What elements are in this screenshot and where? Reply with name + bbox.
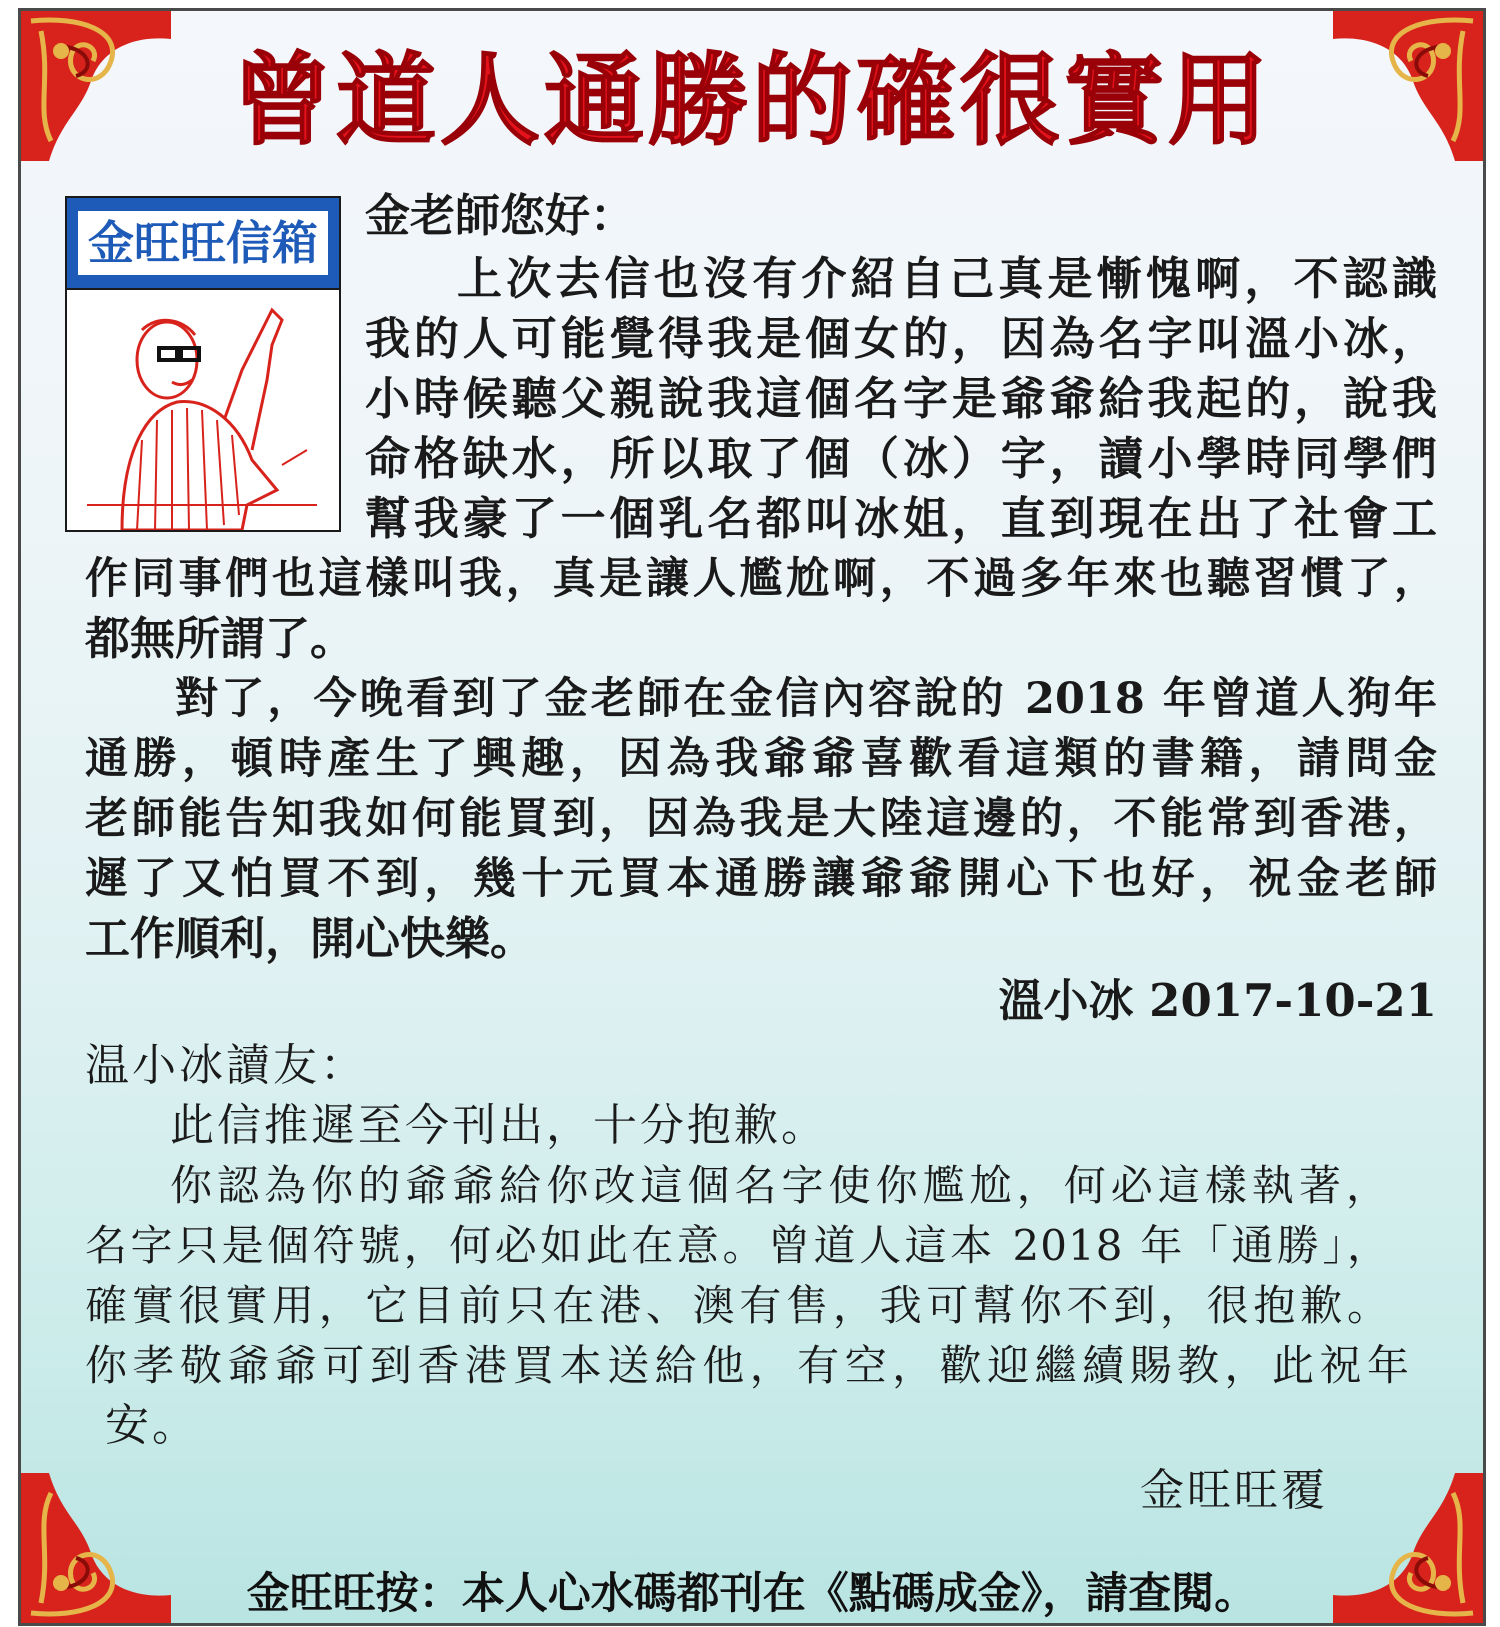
bordered-panel <box>18 8 1486 1626</box>
letter-line: 我的人可能覺得我是個女的，因為名字叫溫小冰， <box>365 312 1437 365</box>
mailbox-column-logo <box>65 196 341 532</box>
reply-line: 你認為你的爺爺給你改這個名字使你尷尬，何必這樣執著， <box>170 1161 1390 1210</box>
letter-line: 幫我豪了一個乳名都叫冰姐，直到現在出了社會工 <box>365 492 1437 545</box>
mailbox-label: 金旺旺信箱 <box>78 211 328 275</box>
reply-signature: 金旺旺覆 <box>1140 1465 1328 1516</box>
letter-line: 作同事們也這樣叫我，真是讓人尷尬啊，不過多年來也聽習慣了， <box>85 554 1437 604</box>
article-title: 曾道人通勝的確很實用 <box>232 42 1272 159</box>
letter-greeting: 金老師您好： <box>365 189 636 242</box>
reply-greeting: 温小冰讀友： <box>85 1040 367 1091</box>
reply-line: 確實很實用，它目前只在港、澳有售，我可幫你不到，很抱歉。 <box>85 1281 1390 1330</box>
letter-line: 通勝，頓時產生了興趣，因為我爺爺喜歡看這類的書籍，請問金 <box>85 734 1437 784</box>
mailbox-header <box>67 198 339 290</box>
letter-line: 命格缺水，所以取了個（冰）字，讀小學時同學們 <box>365 432 1437 485</box>
letter-line: 老師能告知我如何能買到，因為我是大陸這邊的，不能常到香港， <box>85 794 1437 844</box>
letter-line: 小時候聽父親說我這個名字是爺爺給我起的，說我 <box>365 372 1437 425</box>
letter-line: 都無所謂了。 <box>85 612 356 665</box>
reply-line: 名字只是個符號，何必如此在意。曾道人這本 2018 年「通勝」， <box>85 1221 1390 1270</box>
letter-line: 工作順利，開心快樂。 <box>85 912 536 965</box>
letter-line: 上次去信也沒有介紹自己真是慚愧啊，不認識 <box>457 252 1437 305</box>
reply-line: 你孝敬爺爺可到香港買本送給他，有空，歡迎繼續賜教，此祝年 <box>85 1341 1410 1390</box>
letter-line: 遲了又怕買不到，幾十元買本通勝讓爺爺開心下也好，祝金老師 <box>85 854 1437 904</box>
reply-line: 安。 <box>105 1400 199 1451</box>
letter-line: 對了，今晚看到了金老師在金信內容說的 2018 年曾道人狗年 <box>175 674 1437 724</box>
footer-note: 金旺旺按：本人心水碼都刊在《點碼成金》，請查閱。 <box>246 1569 1258 1619</box>
teacher-illustration-icon <box>67 290 339 530</box>
reply-line: 此信推遲至今刊出，十分抱歉。 <box>170 1100 828 1151</box>
letter-signature: 溫小冰 2017-10-21 <box>998 974 1437 1027</box>
